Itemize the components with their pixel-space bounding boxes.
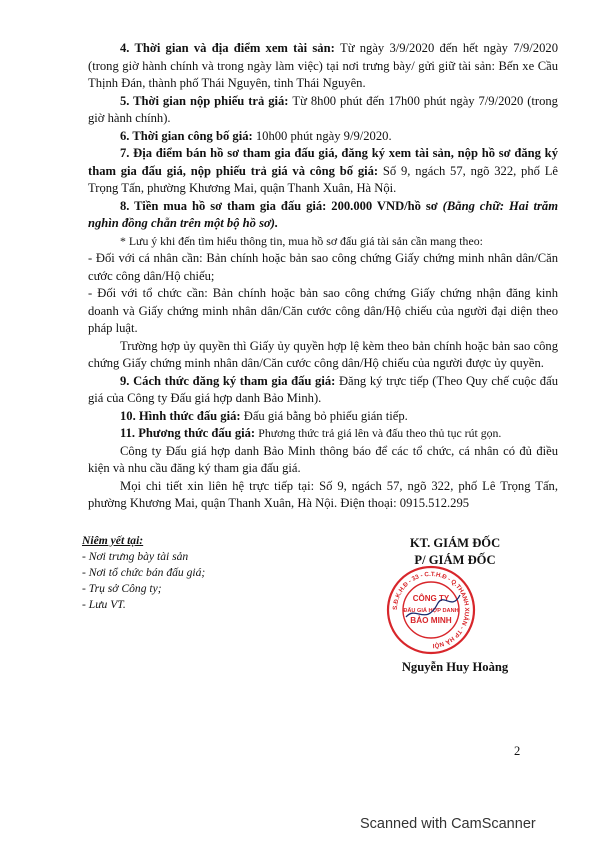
notice-body: [88, 40, 558, 513]
paragraph-text: Công ty Đấu giá hợp danh Bảo Minh thông báo để các tổ chức, cá nhân có đủ điều kiện và nhu cầu đăng ký tham gia đấu giá.: [88, 443, 558, 475]
paragraph-text: Đăng ký trực tiếp (Theo Quy chế cuộc đấu giá của Công ty Đấu giá hợp danh Bảo Minh).: [88, 373, 558, 405]
paragraph-p13: [88, 478, 558, 513]
paragraph-p12: [88, 443, 558, 478]
paragraph-p5: [88, 93, 558, 128]
page-number: 2: [514, 744, 521, 758]
signature-block: [340, 535, 570, 569]
recipients-list: [82, 549, 322, 613]
scanner-watermark: Scanned with CamScanner: [360, 816, 536, 832]
paragraph-text: - Đối với tổ chức cần: Bản chính hoặc bản sao công chứng Giấy chứng nhận đăng kinh doanh và Giấy chứng minh nhân dân/Căn cước công dân/Hộ chiếu của người đại diện theo pháp luật.: [88, 286, 558, 335]
paragraph-text: 8. Tiền mua hồ sơ tham gia đấu giá: 200.000 VND/hồ sơ: [120, 198, 443, 213]
paragraph-text: Mọi chi tiết xin liên hệ trực tiếp tại: Số 9, ngách 57, ngõ 322, phố Lê Trọng Tấn, phường Khương Mai, quận Thanh Xuân, Hà Nội. Điện thoại: 0915.512.295: [88, 478, 558, 510]
svg-text:ĐẤU GIÁ HỢP DANH: ĐẤU GIÁ HỢP DANH: [403, 608, 459, 614]
signature-position-2: P/ GIÁM ĐỐC: [414, 553, 496, 567]
paragraph-text: 7. Địa điểm bán hồ sơ tham gia đấu giá, đăng ký xem tài sản, nộp hồ sơ đăng ký tham gia đấu giá, nộp phiếu trả giá và công bố giá:: [88, 146, 558, 178]
paragraph-text: Trường hợp ủy quyền thì Giấy ủy quyền hợp lệ kèm theo bản chính hoặc bản sao công chứng Giấy chứng minh nhân dân/Căn cước công dân/Hộ chiếu của người được ủy quyền.: [88, 338, 558, 370]
paragraph-text: Phương thức trả giá lên và đấu theo thủ tục rút gọn.: [258, 426, 502, 440]
paragraph-text: * Lưu ý khi đến tìm hiểu thông tin, mua hồ sơ đấu giá tài sản cần mang theo:: [120, 233, 483, 248]
paragraph-text: 9. Cách thức đăng ký tham gia đấu giá:: [120, 373, 339, 388]
paragraph-text: (Bằng chữ: Hai trăm nghìn đồng chẵn trên một bộ hồ sơ).: [88, 198, 559, 230]
svg-text:CÔNG TY: CÔNG TY: [412, 594, 450, 603]
paragraph-p8c: [88, 285, 558, 338]
svg-text:BẢO MINH: BẢO MINH: [410, 616, 452, 625]
recipient-item: - Nơi tổ chức bán đấu giá;: [82, 566, 206, 579]
paragraph-p8d: [88, 338, 558, 373]
recipients-heading: Niêm yết tại:: [82, 534, 144, 547]
paragraph-text: - Đối với cá nhân cần: Bản chính hoặc bản sao công chứng Giấy chứng minh nhân dân/Căn cước công dân/Hộ chiếu;: [88, 251, 558, 283]
paragraph-text: Số 9, ngách 57, ngõ 322, phố Lê Trọng Tấn, phường Khương Mai, quận Thanh Xuân, Hà Nội.: [88, 163, 559, 195]
paragraph-text: Đấu giá bằng bỏ phiếu gián tiếp.: [243, 408, 408, 423]
paragraph-p8b: [88, 250, 558, 285]
paragraph-text: 5. Thời gian nộp phiếu trả giá:: [120, 93, 293, 108]
paragraph-text: Từ ngày 3/9/2020 đến hết ngày 7/9/2020 (trong giờ hành chính và trong ngày làm việc) tại nơi trưng bày/ gửi giữ tài sản: Bến xe Cầu Thịnh Đán, thành phố Thái Nguyên, tỉnh Thái Nguyên.: [88, 41, 558, 90]
svg-text:S.Đ.K.H.Đ - 33 - C.T.H.Đ - Q.T: S.Đ.K.H.Đ - 33 - C.T.H.Đ - Q.THANH XUÂN - TP HÀ NỘI: [391, 570, 471, 649]
signer-name: Nguyễn Huy Hoàng: [401, 660, 509, 674]
signature-position-1: KT. GIÁM ĐỐC: [409, 536, 501, 550]
recipient-item: - Lưu VT.: [82, 598, 126, 611]
paragraph-text: 11. Phương thức đấu giá:: [120, 426, 259, 440]
recipients-block: [82, 533, 322, 613]
paragraph-p11: [88, 425, 558, 443]
paragraph-text: 10h00 phút ngày 9/9/2020.: [255, 128, 392, 143]
paragraph-text: 4. Thời gian và địa điểm xem tài sản:: [120, 41, 340, 55]
recipient-item: - Trụ sở Công ty;: [82, 582, 162, 595]
paragraph-text: Từ 8h00 phút đến 17h00 phút ngày 7/9/2020 (trong giờ hành chính).: [88, 93, 558, 125]
paragraph-text: 6. Thời gian công bố giá:: [120, 128, 256, 143]
paragraph-p7: [88, 145, 558, 198]
paragraph-p6: [88, 128, 558, 146]
paragraph-p4: [88, 40, 558, 93]
paragraph-p8: [88, 198, 558, 233]
company-seal-stamp: [386, 565, 476, 655]
paragraph-text: 10. Hình thức đấu giá:: [120, 408, 244, 423]
paragraph-p9: [88, 373, 558, 408]
recipient-item: - Nơi trưng bày tài sản: [82, 550, 189, 563]
paragraph-p10: [88, 408, 558, 426]
paragraph-p8a: [88, 233, 558, 251]
